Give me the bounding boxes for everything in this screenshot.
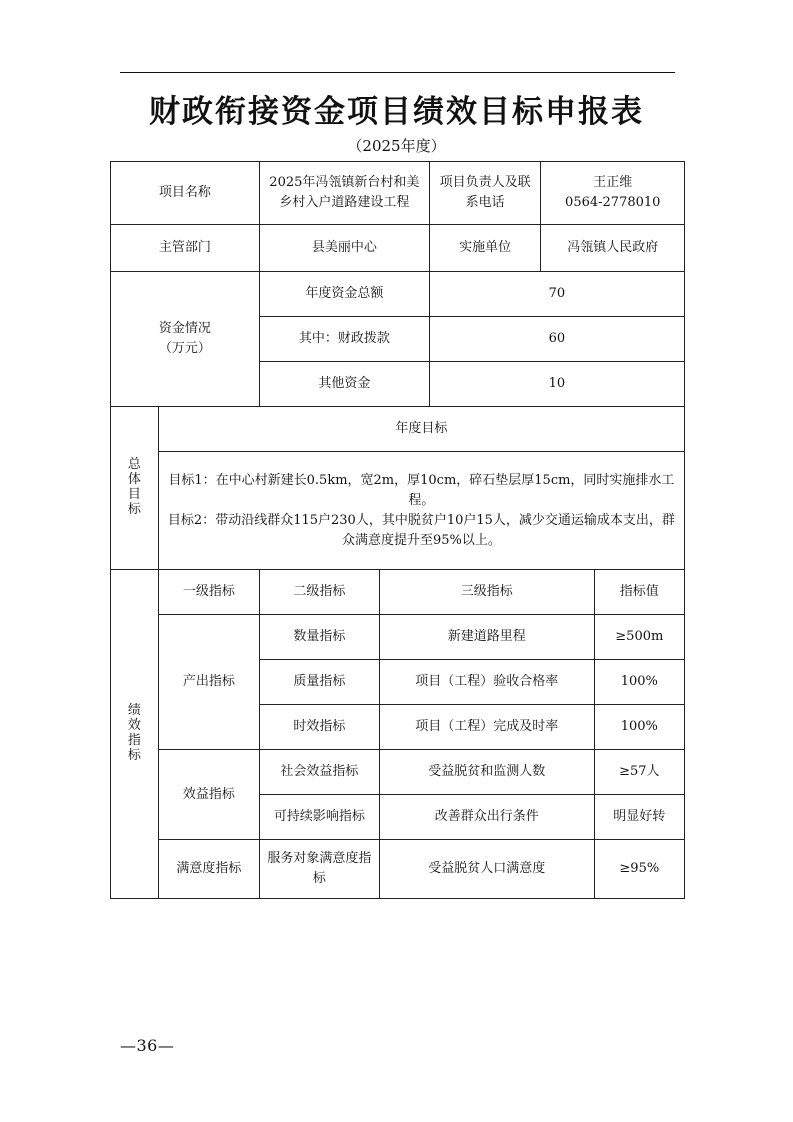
header-level3: 三级指标 [379,570,594,615]
indicator-row [111,840,685,899]
indicator-value: ≥57人 [594,750,684,795]
indicator-value: 100% [594,660,684,705]
output-indicator-label: 产出指标 [158,615,259,750]
top-rule [120,72,675,73]
goals-header: 年度目标 [158,407,684,452]
department-label: 主管部门 [111,225,260,272]
funds-row [111,272,685,317]
indicator-level3: 项目（工程）完成及时率 [379,705,594,750]
indicator-row [111,750,685,795]
implementing-unit-value: 冯瓴镇人民政府 [541,225,685,272]
goals-content [158,452,684,570]
indicator-level2: 质量指标 [259,660,379,705]
indicator-level2: 可持续影响指标 [259,795,379,840]
department-row [111,225,685,272]
project-owner-phone: 0564-2778010 [565,195,661,210]
funds-label [111,272,260,407]
benefit-indicator-label: 效益指标 [158,750,259,840]
implementing-unit-label: 实施单位 [429,225,541,272]
project-owner-label: 项目负责人及联系电话 [429,162,541,225]
funds-row-value: 60 [429,317,684,362]
project-name-value: 2025年冯瓴镇新台村和美乡村入户道路建设工程 [259,162,429,225]
department-value: 县美丽中心 [259,225,429,272]
funds-row-label: 其他资金 [259,362,429,407]
funds-row-label: 其中：财政拨款 [259,317,429,362]
indicator-value: ≥95% [594,840,684,899]
indicator-row [111,615,685,660]
performance-side-label-text: 绩效指标 [127,702,141,763]
indicator-level3: 新建道路里程 [379,615,594,660]
indicator-level2: 时效指标 [259,705,379,750]
project-name-label: 项目名称 [111,162,260,225]
project-owner-name: 王正维 [593,175,633,190]
indicator-level2: 社会效益指标 [259,750,379,795]
page-number: —36— [120,1036,175,1055]
goal-2: 目标2：带动沿线群众115户230人，其中脱贫户10户15人，减少交通运输成本支出，群众满意度提升至95%以上。 [167,512,675,548]
indicator-level2: 服务对象满意度指标 [259,840,379,899]
indicator-level3: 受益脱贫人口满意度 [379,840,594,899]
indicator-value: ≥500m [594,615,684,660]
indicator-level3: 受益脱贫和监测人数 [379,750,594,795]
header-level1: 一级指标 [158,570,259,615]
header-level2: 二级指标 [259,570,379,615]
funds-label-line1: 资金情况 [158,321,211,336]
project-owner-value [541,162,685,225]
funds-label-line2: （万元） [158,341,211,356]
indicator-header-row [111,570,685,615]
indicator-value: 明显好转 [594,795,684,840]
performance-form-table [110,161,685,899]
indicator-value: 100% [594,705,684,750]
performance-side-label [111,570,159,899]
goals-content-row [111,452,685,570]
funds-row-value: 70 [429,272,684,317]
project-name-row [111,162,685,225]
indicator-level3: 项目（工程）验收合格率 [379,660,594,705]
page-subtitle: （2025年度） [347,137,446,155]
indicator-level3: 改善群众出行条件 [379,795,594,840]
goals-header-row [111,407,685,452]
goals-side-label [111,407,159,570]
satisfaction-indicator-label: 满意度指标 [158,840,259,899]
goal-1: 目标1：在中心村新建长0.5km，宽2m，厚10cm，碎石垫层厚15cm，同时实施排水工程。 [168,472,675,508]
funds-row-label: 年度资金总额 [259,272,429,317]
page-title: 财政衔接资金项目绩效目标申报表 [149,94,644,130]
header-value: 指标值 [594,570,684,615]
indicator-level2: 数量指标 [259,615,379,660]
goals-side-label-text: 总体目标 [127,456,141,517]
funds-row-value: 10 [429,362,684,407]
